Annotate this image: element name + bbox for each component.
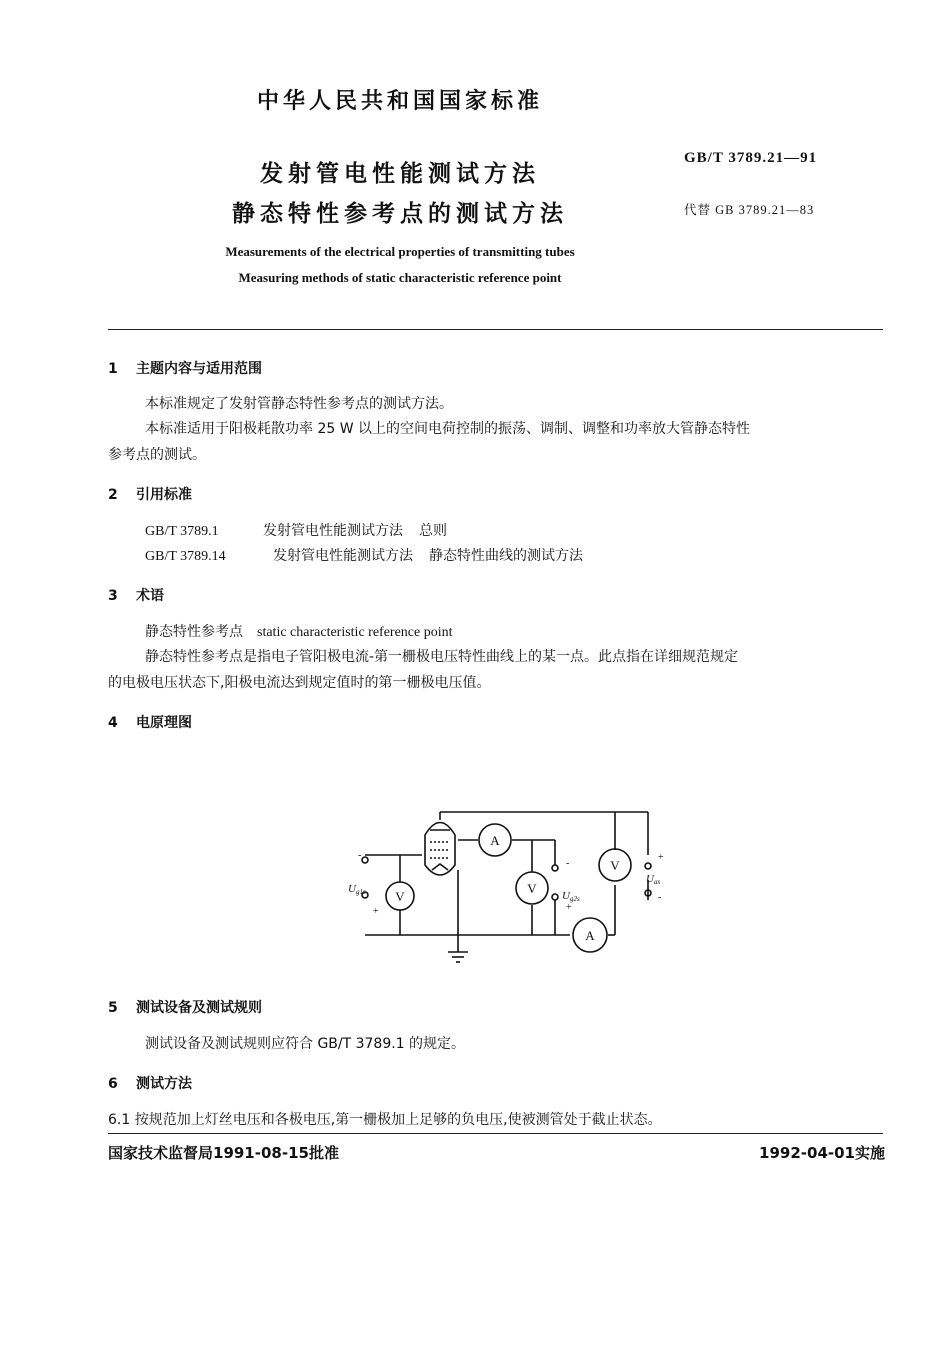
definition-continuation: 的电极电压状态下,阳极电流达到规定值时的第一栅极电压值。 xyxy=(108,675,491,691)
paragraph-6-1: 6.1 按规范加上灯丝电压和各极电压,第一栅极加上足够的负电压,使被测管处于截止状态。 xyxy=(108,1112,662,1128)
reference-code: GB/T 3789.14 xyxy=(145,549,226,564)
standard-number: GB/T 3789.21—91 xyxy=(684,150,818,166)
english-title-line1: Measurements of the electrical properties of transmitting tubes xyxy=(225,244,575,259)
voltmeter-g2-label: V xyxy=(527,881,537,896)
plus-sign: + xyxy=(566,902,572,913)
section-title: 主题内容与适用范围 xyxy=(136,361,262,377)
effective-date: 1992-04-01实施 xyxy=(759,1144,885,1162)
english-title-line2: Measuring methods of static characteristic reference point xyxy=(238,270,562,285)
label-ug2: Ug2s xyxy=(562,890,580,903)
approval-date: 国家技术监督局1991-08-15批准 xyxy=(108,1144,339,1162)
footer-divider xyxy=(108,1133,883,1134)
reference-title: 发射管电性能测试方法 xyxy=(263,523,403,539)
paragraph: 本标准规定了发射管静态特性参考点的测试方法。 xyxy=(145,396,453,412)
section-5-heading xyxy=(108,997,262,1017)
minus-sign: - xyxy=(658,892,662,903)
paragraph-continuation: 参考点的测试。 xyxy=(108,447,206,463)
document-title-line1: 发射管电性能测试方法 xyxy=(260,161,540,187)
term-english: static characteristic reference point xyxy=(257,625,453,640)
voltmeter-anode-label: V xyxy=(610,858,620,873)
reference-item-1 xyxy=(145,520,447,540)
section-title: 电原理图 xyxy=(136,715,192,731)
term-chinese: 静态特性参考点 xyxy=(145,624,243,640)
label-ua: Uas xyxy=(646,873,661,886)
voltmeter-g1-label: V xyxy=(395,889,405,904)
header-divider xyxy=(108,329,883,330)
section-number: 4 xyxy=(108,715,118,731)
reference-code: GB/T 3789.1 xyxy=(145,524,219,539)
section-title: 引用标准 xyxy=(136,487,192,503)
paragraph: 本标准适用于阳极耗散功率 25 W 以上的空间电荷控制的振荡、调制、调整和功率放大管静态特性 xyxy=(145,421,751,437)
reference-suffix: 总则 xyxy=(419,523,447,539)
reference-item-2 xyxy=(145,545,583,565)
section-2-heading xyxy=(108,484,192,504)
minus-sign: - xyxy=(358,850,362,861)
replaces-standard: 代替 GB 3789.21—83 xyxy=(684,203,815,217)
document-title-line2: 静态特性参考点的测试方法 xyxy=(232,201,568,227)
term-line xyxy=(145,621,453,641)
section-1-heading xyxy=(108,358,262,378)
reference-suffix: 静态特性曲线的测试方法 xyxy=(429,548,583,564)
section-number: 1 xyxy=(108,361,118,377)
circuit-diagram xyxy=(340,800,680,970)
section-title: 术语 xyxy=(136,588,164,604)
plus-sign: + xyxy=(658,852,664,863)
national-standard-heading: 中华人民共和国国家标准 xyxy=(256,89,543,114)
ground-symbol xyxy=(448,950,468,962)
section-title: 测试方法 xyxy=(136,1076,192,1092)
section-4-heading xyxy=(108,712,192,732)
ammeter-anode-label: A xyxy=(490,833,500,848)
section-3-heading xyxy=(108,585,164,605)
section-number: 2 xyxy=(108,487,118,503)
section-number: 6 xyxy=(108,1076,118,1092)
section-number: 3 xyxy=(108,588,118,604)
tube-symbol xyxy=(425,823,455,876)
minus-sign: - xyxy=(566,858,570,869)
reference-title: 发射管电性能测试方法 xyxy=(273,548,413,564)
definition: 静态特性参考点是指电子管阳极电流-第一栅极电压特性曲线上的某一点。此点指在详细规范规定 xyxy=(145,649,739,665)
plus-sign: + xyxy=(373,906,379,917)
section-title: 测试设备及测试规则 xyxy=(136,1000,262,1016)
section-6-heading xyxy=(108,1073,192,1093)
ammeter-screen-label: A xyxy=(585,928,595,943)
label-ug1: Ug1s xyxy=(348,883,366,896)
paragraph: 测试设备及测试规则应符合 GB/T 3789.1 的规定。 xyxy=(145,1036,466,1052)
section-number: 5 xyxy=(108,1000,118,1016)
